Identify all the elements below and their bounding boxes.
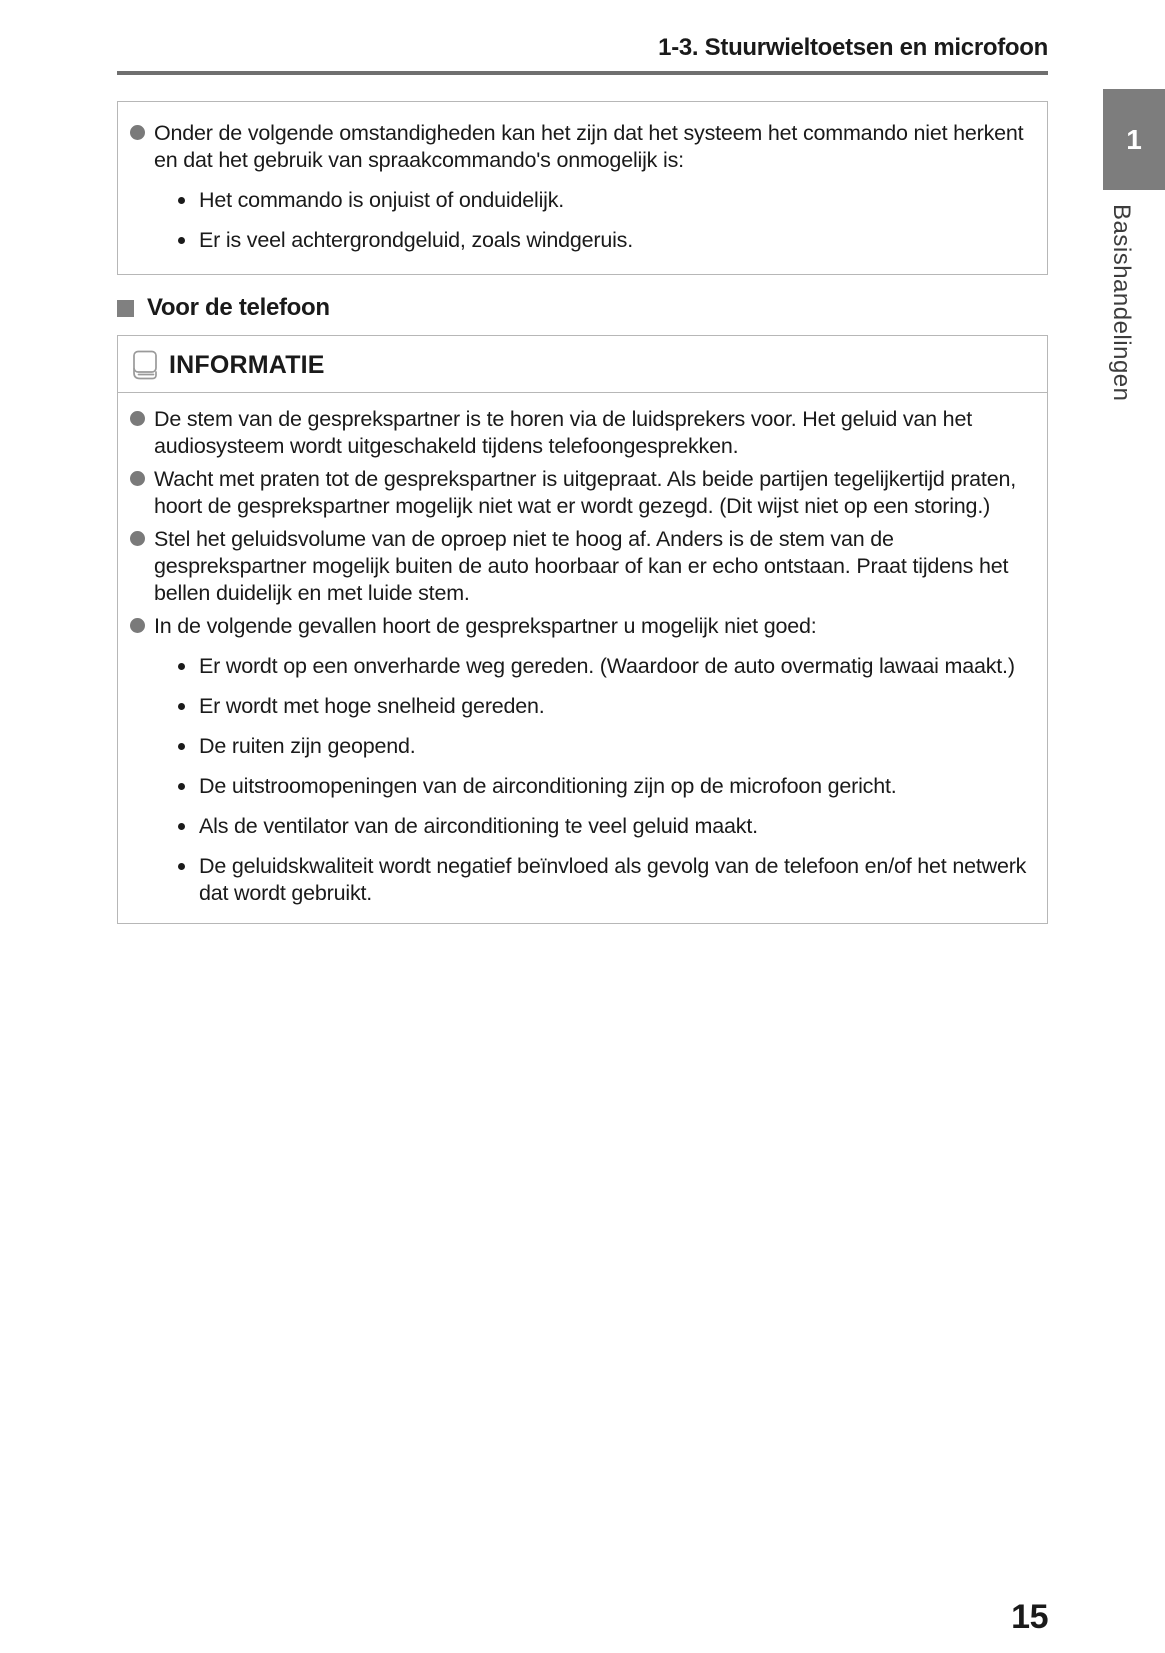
informatie-box-title: INFORMATIE <box>169 351 325 379</box>
informatie-box-content <box>118 393 1047 923</box>
bullet-dot-icon <box>130 471 145 486</box>
list-item-text: Het commando is onjuist of onduidelijk. <box>199 188 565 212</box>
voice-command-notice-box <box>117 101 1048 275</box>
bullet-dot-icon <box>130 125 145 140</box>
list-item <box>178 733 1033 760</box>
sub-bullet-dot-icon <box>178 703 185 710</box>
page-header-title: 1-3. Stuurwieltoetsen en microfoon <box>658 34 1048 61</box>
sub-bullet-dot-icon <box>178 237 185 244</box>
section-heading-voor-de-telefoon <box>117 294 1048 322</box>
chapter-label-vertical: Basishandelingen <box>1108 204 1135 402</box>
list-item <box>130 466 1033 520</box>
sub-bullet-dot-icon <box>178 743 185 750</box>
sub-bullet-dot-icon <box>178 663 185 670</box>
section-square-marker-icon <box>117 300 134 317</box>
bullet-dot-icon <box>130 618 145 633</box>
list-item <box>130 526 1033 607</box>
list-item <box>178 653 1033 680</box>
list-item-text: Er wordt met hoge snelheid gereden. <box>199 694 545 718</box>
list-item-text: Er wordt op een onverharde weg gereden. (Waardoor de auto overmatig lawaai maakt.) <box>199 654 1015 678</box>
list-item <box>178 773 1033 800</box>
page-number: 15 <box>1011 1598 1048 1636</box>
header-rule <box>117 71 1048 75</box>
bullet-dot-icon <box>130 411 145 426</box>
list-item-text: De stem van de gesprekspartner is te horen via de luidsprekers voor. Het geluid van het audiosysteem wordt uitgeschakeld tijdens telefoongesprekken. <box>154 407 972 458</box>
section-heading-label: Voor de telefoon <box>147 294 330 321</box>
sub-bullet-dot-icon <box>178 783 185 790</box>
page-content <box>117 0 1048 924</box>
sub-bullet-dot-icon <box>178 823 185 830</box>
chapter-number: 1 <box>1126 123 1142 155</box>
list-item <box>130 406 1033 460</box>
informatie-box <box>117 335 1048 924</box>
list-item-text: Als de ventilator van de airconditioning te veel geluid maakt. <box>199 814 758 838</box>
list-item <box>178 187 1033 214</box>
sub-bullet-dot-icon <box>178 863 185 870</box>
sub-bullet-dot-icon <box>178 197 185 204</box>
list-item-text: De geluidskwaliteit wordt negatief beïnvloed als gevolg van de telefoon en/of het netwerk dat wordt gebruikt. <box>199 854 1027 905</box>
list-item-text: Stel het geluidsvolume van de oproep niet te hoog af. Anders is de stem van de gesprekspartner mogelijk buiten de auto hoorbaar of kan er echo ontstaan. Praat tijdens het bellen duidelijk en met luide stem. <box>154 527 1009 605</box>
list-item <box>178 227 1033 254</box>
list-item-text: Onder de volgende omstandigheden kan het zijn dat het systeem het commando niet herkent en dat het gebruik van spraakcommando's onmogelijk is: <box>154 121 1024 172</box>
list-item <box>178 853 1033 907</box>
chapter-tab <box>1103 89 1165 190</box>
list-item <box>178 813 1033 840</box>
list-item-text: De ruiten zijn geopend. <box>199 734 416 758</box>
informatie-box-header <box>118 336 1047 392</box>
list-item <box>130 613 1033 640</box>
list-item-text: De uitstroomopeningen van de airconditioning zijn op de microfoon gericht. <box>199 774 897 798</box>
list-item-text: Wacht met praten tot de gesprekspartner is uitgepraat. Als beide partijen tegelijkertijd praten, hoort de gesprekspartner mogelijk niet wat er wordt gezegd. (Dit wijst niet op een storing.) <box>154 467 1016 518</box>
list-item <box>130 120 1033 174</box>
list-item <box>178 693 1033 720</box>
list-item-text: Er is veel achtergrondgeluid, zoals windgeruis. <box>199 228 633 252</box>
book-icon <box>132 350 158 381</box>
list-item-text: In de volgende gevallen hoort de gesprekspartner u mogelijk niet goed: <box>154 614 817 638</box>
bullet-dot-icon <box>130 531 145 546</box>
